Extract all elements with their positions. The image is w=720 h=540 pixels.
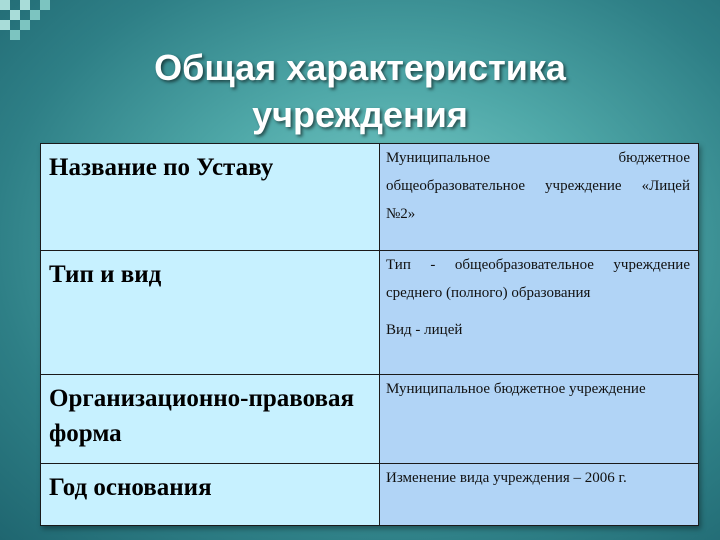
table-row <box>41 464 699 526</box>
corner-decoration <box>0 0 60 45</box>
value-text: Вид - лицей <box>386 322 463 338</box>
row-value-charter-name <box>380 144 699 251</box>
row-label-founded: Год основания <box>41 464 380 526</box>
row-value-founded <box>380 464 699 526</box>
table-row <box>41 251 699 375</box>
row-value-type <box>380 251 699 375</box>
row-label-legal-form: Организационно-правовая форма <box>41 375 380 464</box>
row-value-legal-form <box>380 375 699 464</box>
value-text: Изменение вида учреждения – 2006 г. <box>386 470 627 486</box>
table-row <box>41 144 699 251</box>
institution-info-table <box>40 143 699 526</box>
slide-title-line-2: учреждения <box>252 94 468 135</box>
table-row <box>41 375 699 464</box>
value-text: Муниципальное бюджетное учреждение <box>386 381 646 397</box>
row-label-type: Тип и вид <box>41 251 380 375</box>
slide-title-line-1: Общая характеристика <box>154 47 566 88</box>
value-text: Тип - общеобразовательное учреждение среднего (полного) образования <box>386 257 690 301</box>
value-text: Муниципальное бюджетное общеобразовательное учреждение «Лицей №2» <box>386 150 690 222</box>
slide-title <box>60 44 660 138</box>
row-label-charter-name: Название по Уставу <box>41 144 380 251</box>
